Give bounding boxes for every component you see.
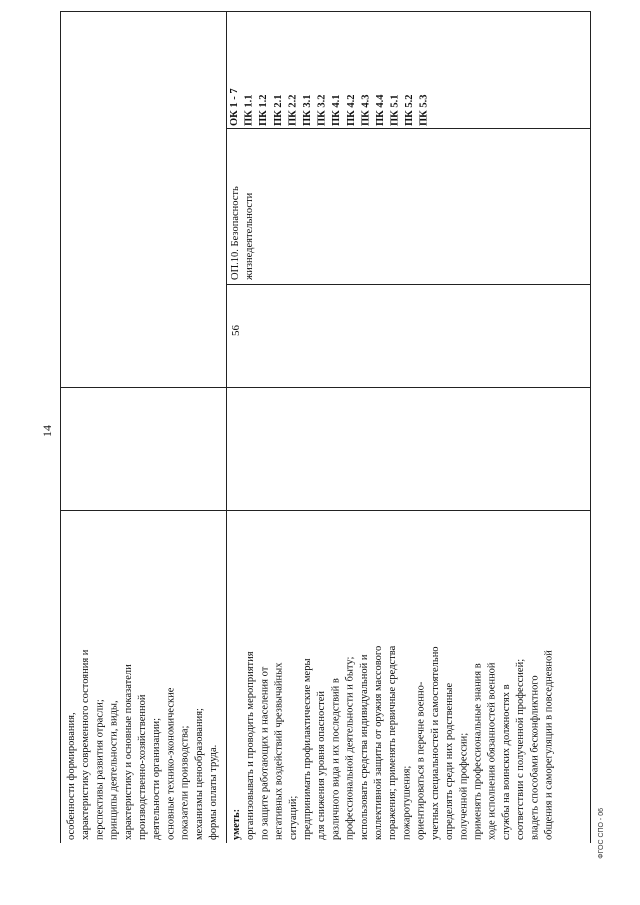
skills-line: коллективной защиты от оружия массового xyxy=(373,645,385,840)
hours-cell: 56 xyxy=(230,325,242,336)
knowledge-line: производственно-хозяйственной xyxy=(137,694,149,840)
skills-cell xyxy=(230,512,557,840)
skills-line: предпринимать профилактические меры xyxy=(302,658,314,840)
competency-code: ПК 5.1 xyxy=(389,94,401,126)
competency-code: ПК 5.3 xyxy=(418,94,430,126)
skills-line: ситуаций; xyxy=(287,795,299,840)
skills-line: владеть способами бесконфликтного xyxy=(529,675,541,840)
table-top-edge xyxy=(60,11,591,12)
column-divider-index xyxy=(60,387,591,388)
competency-code: ОК 1 - 7 xyxy=(229,88,240,126)
competency-code: ПК 4.3 xyxy=(360,94,372,126)
skills-line: по защите работающих и населения от xyxy=(259,666,271,840)
competencies-cell xyxy=(228,76,432,126)
skills-line: пожаротушения; xyxy=(401,765,413,840)
skills-line: ходе исполнения обязанностей военной xyxy=(486,662,498,840)
skills-line: для снижения уровня опасностей xyxy=(316,690,328,840)
competency-code: ПК 4.1 xyxy=(331,94,343,126)
column-divider-text xyxy=(60,510,591,511)
competency-code: ПК 2.1 xyxy=(272,94,284,126)
table-left-edge xyxy=(60,11,61,843)
skills-line: общения и саморегуляции в повседневной xyxy=(543,650,555,840)
row-divider xyxy=(226,11,227,843)
competency-code: ПК 3.2 xyxy=(316,94,328,126)
skills-line: применять профессиональные знания в xyxy=(472,663,484,840)
knowledge-line: характеристику современного состояния и xyxy=(80,649,92,840)
knowledge-line: характеристику и основные показатели xyxy=(122,664,134,840)
knowledge-line: принципы деятельности, виды, xyxy=(108,700,120,840)
competency-code: ПК 4.4 xyxy=(374,94,386,126)
skills-line: различного вида и их последствий в xyxy=(330,678,342,840)
knowledge-line: основные технико-экономические xyxy=(165,687,177,840)
column-divider-discipline xyxy=(226,128,591,129)
competency-code: ПК 1.1 xyxy=(243,94,255,126)
skills-line: службы на воинских должностях в xyxy=(500,684,512,840)
skills-line: организовывать и проводить мероприятия xyxy=(245,651,257,840)
footer-label: ФГОС СПО - 06 xyxy=(598,808,605,859)
skills-line: учетных специальностей и самостоятельно xyxy=(429,646,441,840)
skills-line: использовать средства индивидуальной и xyxy=(358,654,370,840)
skills-line: поражения; применять первичные средства xyxy=(387,645,399,840)
skills-line: профессиональной деятельности и быту; xyxy=(344,656,356,840)
skills-heading: уметь: xyxy=(231,808,242,840)
competency-code: ПК 5.2 xyxy=(404,94,416,126)
skills-line: соответствии с полученной профессией; xyxy=(515,658,527,840)
knowledge-line: особенности формирования, xyxy=(66,712,77,840)
knowledge-cell xyxy=(65,512,221,840)
knowledge-line: перспективы развития отрасли; xyxy=(94,699,106,840)
column-divider-hours xyxy=(226,284,591,285)
table-right-edge xyxy=(590,11,591,843)
knowledge-line: показатели производства; xyxy=(179,725,191,840)
discipline-cell: ОП.10. Безопасность жизнедеятельности xyxy=(230,186,256,280)
knowledge-line: формы оплаты труда. xyxy=(208,744,220,840)
page-number: 14 xyxy=(40,425,54,437)
competency-code: ПК 1.2 xyxy=(258,94,270,126)
knowledge-line: механизмы ценообразования; xyxy=(193,708,205,840)
knowledge-line: деятельности организации; xyxy=(151,717,163,840)
competency-code: ПК 4.2 xyxy=(345,94,357,126)
competency-code: ПК 2.2 xyxy=(287,94,299,126)
competency-code: ПК 3.1 xyxy=(301,94,313,126)
skills-line: полученной профессии; xyxy=(458,732,470,840)
skills-line: определять среди них родственные xyxy=(444,682,456,840)
skills-line: ориентироваться в перечне военно- xyxy=(415,681,427,840)
skills-line: негативных воздействий чрезвычайных xyxy=(273,662,285,840)
